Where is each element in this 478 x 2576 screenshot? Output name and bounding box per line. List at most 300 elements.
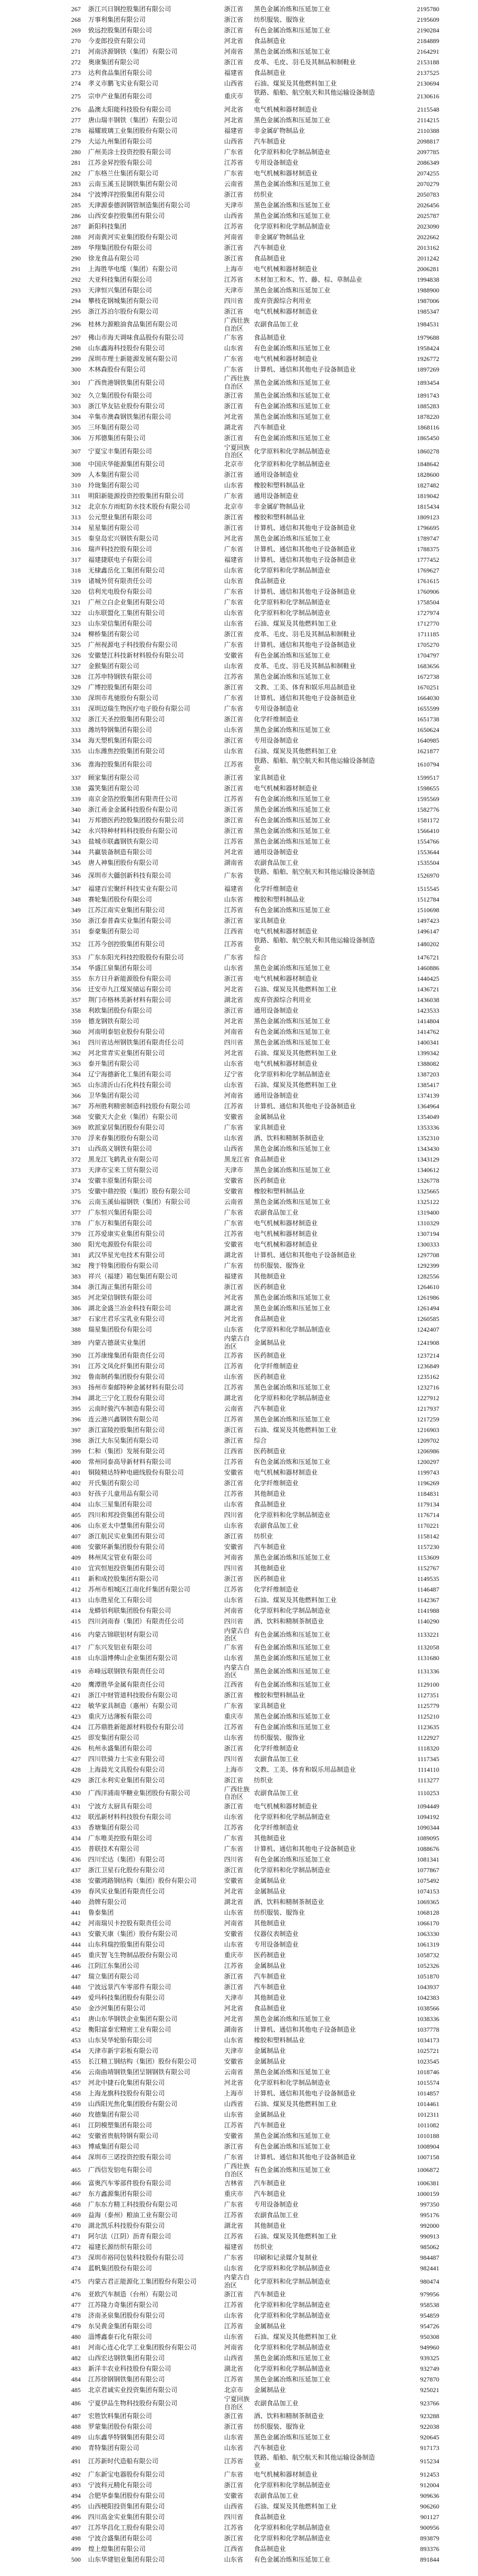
region-cell: 江苏省 xyxy=(224,158,244,166)
rank-cell: 300 xyxy=(71,366,81,374)
company-name-cell: 浙江兴日钢控股集团有限公司 xyxy=(88,5,172,13)
revenue-cell: 2025787 xyxy=(417,212,439,220)
company-name-cell: 深圳市大疆创新科技有限公司 xyxy=(88,872,172,880)
table-row xyxy=(71,2231,478,2242)
company-name-cell: 上海胜华电缆（集团）有限公司 xyxy=(88,265,178,273)
rank-cell: 302 xyxy=(71,392,81,400)
company-name-cell: 赛轮集团股份有限公司 xyxy=(88,895,152,903)
industry-cell: 化学纤维制造业 xyxy=(254,1823,299,1831)
region-cell: 四川省 xyxy=(224,1755,244,1763)
region-cell: 浙江省 xyxy=(224,26,244,34)
industry-cell: 计算机、通信和其他电子设备制造业 xyxy=(254,1251,356,1259)
table-row xyxy=(71,1500,478,1510)
region-cell: 安徽省 xyxy=(224,1876,244,1884)
rank-cell: 500 xyxy=(71,2555,81,2563)
revenue-cell: 2022662 xyxy=(417,233,439,241)
company-name-cell: 北京东方雨虹防水技术股份有限公司 xyxy=(88,503,191,511)
industry-cell: 石油、煤炭及其他燃料加工业 xyxy=(254,79,337,87)
region-cell: 山东省 xyxy=(224,2555,244,2563)
table-row xyxy=(71,640,478,651)
company-name-cell: 常州同泰高导新材料有限公司 xyxy=(88,1458,172,1466)
company-name-cell: 浙江苏泊尔股份有限公司 xyxy=(88,307,159,315)
company-name-cell: 大运九州集团有限公司 xyxy=(88,137,152,145)
region-cell: 四川省 xyxy=(224,297,244,305)
company-name-cell: 徐龙食品有限公司 xyxy=(88,254,140,262)
table-row xyxy=(71,1701,478,1711)
table-row xyxy=(71,2385,478,2395)
table-row xyxy=(71,2454,478,2469)
industry-cell: 化学原料和化学制品制造业 xyxy=(254,2365,331,2373)
rank-cell: 288 xyxy=(71,233,81,241)
industry-cell: 金属制品业 xyxy=(254,1887,286,1895)
region-cell: 江苏省 xyxy=(224,1490,244,1498)
rank-cell: 392 xyxy=(71,1373,81,1381)
table-row xyxy=(71,470,478,481)
region-cell: 山东省 xyxy=(224,1134,244,1142)
rank-cell: 362 xyxy=(71,1049,81,1057)
rank-cell: 326 xyxy=(71,652,81,660)
region-cell: 浙江省 xyxy=(224,1983,244,1991)
company-name-cell: 深圳市裕同包装科技股份有限公司 xyxy=(88,2253,184,2261)
table-row xyxy=(71,1907,478,1918)
revenue-cell: 1497423 xyxy=(417,916,439,924)
region-cell: 江苏省 xyxy=(224,275,244,283)
rank-cell: 359 xyxy=(71,1017,81,1025)
company-name-cell: 万邦德医药控股集团股份有限公司 xyxy=(88,816,184,824)
rank-cell: 452 xyxy=(71,2025,81,2033)
company-name-cell: 浙江甬金金属科技股份有限公司 xyxy=(88,805,178,813)
revenue-cell: 2006281 xyxy=(417,265,439,273)
region-cell: 江苏省 xyxy=(224,2322,244,2330)
table-row xyxy=(71,2045,478,2056)
company-name-cell: 广东新宝电器股份有限公司 xyxy=(88,2470,165,2478)
region-cell: 山东省 xyxy=(224,567,244,575)
revenue-cell: 1554766 xyxy=(417,837,439,845)
table-row xyxy=(71,1939,478,1950)
company-name-cell: 金猴集团有限公司 xyxy=(88,662,140,670)
company-name-cell: 亚欧汽车制造（台州）有限公司 xyxy=(88,2291,178,2299)
industry-cell: 黑色金属冶炼和压延加工业 xyxy=(254,2354,331,2362)
company-name-cell: 内蒙古锦联铝材有限公司 xyxy=(88,1630,159,1638)
industry-cell: 电气机械和器材制造业 xyxy=(254,2470,318,2478)
industry-cell: 金属制品业 xyxy=(254,2322,286,2330)
revenue-cell: 980474 xyxy=(420,2277,439,2285)
rank-cell: 428 xyxy=(71,1765,81,1773)
revenue-cell: 1051870 xyxy=(417,1972,439,1980)
company-name-cell: 山东胜星化工有限公司 xyxy=(88,1596,152,1604)
industry-cell: 化学原料和化学制品制造业 xyxy=(254,2312,331,2320)
revenue-cell: 1081341 xyxy=(417,1855,439,1863)
revenue-cell: 2137525 xyxy=(417,69,439,77)
revenue-cell: 1640985 xyxy=(417,737,439,745)
company-name-cell: 四川高金实业集团有限公司 xyxy=(88,2513,165,2521)
rank-cell: 299 xyxy=(71,355,81,363)
table-row xyxy=(71,1542,478,1553)
company-name-cell: 劲牌有限公司 xyxy=(88,1898,127,1906)
rank-cell: 367 xyxy=(71,1102,81,1110)
table-row xyxy=(71,1510,478,1521)
region-cell: 江苏省 xyxy=(224,1352,244,1360)
revenue-cell: 2115548 xyxy=(417,105,439,113)
revenue-cell: 1176714 xyxy=(417,1511,439,1519)
industry-cell: 化学原料和化学制品制造业 xyxy=(254,2481,331,2489)
region-cell: 广东省 xyxy=(224,334,244,342)
region-cell: 湖北省 xyxy=(224,2365,244,2373)
table-row xyxy=(71,1929,478,1939)
region-cell: 浙江省 xyxy=(224,773,244,781)
table-row xyxy=(71,2120,478,2131)
table-row xyxy=(71,1303,478,1314)
company-name-cell: 瑞声科技控股有限公司 xyxy=(88,545,152,553)
region-cell: 山西省 xyxy=(224,2502,244,2510)
company-name-cell: 山东淄博傅山企业集团有限公司 xyxy=(88,1654,178,1662)
table-row xyxy=(71,857,478,868)
region-cell: 山西省 xyxy=(224,137,244,145)
region-cell: 重庆市 xyxy=(224,2190,244,2198)
region-cell: 江苏省 xyxy=(224,837,244,845)
revenue-cell: 958538 xyxy=(420,2301,439,2309)
rank-cell: 447 xyxy=(71,1972,81,1980)
table-row xyxy=(71,534,478,544)
company-name-cell: 人本集团有限公司 xyxy=(88,471,140,479)
region-cell: 四川省 xyxy=(224,1564,244,1572)
table-row xyxy=(71,1468,478,1478)
rank-cell: 425 xyxy=(71,1733,81,1741)
company-name-cell: 重庆万达薄板有限公司 xyxy=(88,1712,152,1720)
rank-cell: 289 xyxy=(71,243,81,251)
revenue-cell: 1979688 xyxy=(417,334,439,342)
region-cell: 浙江省 xyxy=(224,1426,244,1434)
revenue-cell: 906260 xyxy=(420,2502,439,2510)
company-name-cell: 鲁泰集团 xyxy=(88,1908,114,1916)
revenue-cell: 1232716 xyxy=(417,1384,439,1392)
table-row xyxy=(71,401,478,412)
region-cell: 湖北省 xyxy=(224,424,244,432)
revenue-cell: 1152767 xyxy=(417,1564,439,1572)
rank-cell: 330 xyxy=(71,694,81,702)
region-cell: 安徽省 xyxy=(224,1188,244,1196)
region-cell: 浙江省 xyxy=(224,513,244,521)
region-cell: 江苏省 xyxy=(224,1102,244,1110)
company-name-cell: 浙江大东吴集团有限公司 xyxy=(88,1437,159,1445)
rank-cell: 348 xyxy=(71,895,81,903)
rank-cell: 418 xyxy=(71,1654,81,1662)
industry-cell: 黑色金属冶炼和压延加工业 xyxy=(254,1654,331,1662)
table-row xyxy=(71,1918,478,1929)
revenue-cell: 1860278 xyxy=(417,447,439,455)
rank-cell: 449 xyxy=(71,1993,81,2001)
region-cell: 浙江省 xyxy=(224,1575,244,1583)
company-name-cell: 安徽鸿路钢结构（集团）股份有限公司 xyxy=(88,1876,197,1884)
region-cell: 山东省 xyxy=(224,577,244,585)
revenue-cell: 1319400 xyxy=(417,1209,439,1217)
revenue-cell: 901127 xyxy=(420,2513,439,2521)
industry-cell: 纺织服装、服饰业 xyxy=(254,1908,305,1916)
revenue-cell: 1385417 xyxy=(417,1081,439,1089)
region-cell: 内蒙古自治区 xyxy=(224,1663,250,1679)
table-row xyxy=(71,306,478,317)
table-row xyxy=(71,523,478,534)
company-name-cell: 攀枝花钢城集团有限公司 xyxy=(88,297,159,305)
table-row xyxy=(71,1865,478,1875)
industry-cell: 黑色金属冶炼和压延加工业 xyxy=(254,2068,331,2076)
revenue-cell: 1014461 xyxy=(417,2100,439,2108)
revenue-cell: 1034173 xyxy=(417,2036,439,2044)
region-cell: 山东省 xyxy=(224,2036,244,2044)
rank-cell: 303 xyxy=(71,402,81,410)
region-cell: 江苏省 xyxy=(224,1586,244,1594)
table-row xyxy=(71,136,478,147)
region-cell: 广东省 xyxy=(224,2253,244,2261)
table-row xyxy=(71,1383,478,1393)
industry-cell: 电气机械和器材制造业 xyxy=(254,169,318,177)
region-cell: 云南省 xyxy=(224,1405,244,1413)
table-row xyxy=(71,343,478,353)
region-cell: 浙江省 xyxy=(224,434,244,442)
region-cell: 浙江省 xyxy=(224,1972,244,1980)
region-cell: 河北省 xyxy=(224,413,244,421)
industry-cell: 农副食品加工业 xyxy=(254,858,299,866)
revenue-cell: 1400341 xyxy=(417,1039,439,1047)
company-name-cell: 安徽环新集团股份有限公司 xyxy=(88,1543,165,1551)
rank-cell: 384 xyxy=(71,1283,81,1291)
rank-cell: 355 xyxy=(71,975,81,983)
table-row xyxy=(71,714,478,725)
table-row xyxy=(71,2131,478,2141)
rank-cell: 354 xyxy=(71,964,81,972)
region-cell: 山东省 xyxy=(224,1908,244,1916)
revenue-cell: 990913 xyxy=(420,2232,439,2240)
company-name-cell: 今麦郎投资有限公司 xyxy=(88,37,146,45)
rank-cell: 366 xyxy=(71,1092,81,1100)
rank-cell: 488 xyxy=(71,2423,81,2431)
table-row xyxy=(71,1361,478,1372)
industry-cell: 有色金属冶炼和压延加工业 xyxy=(254,906,331,914)
table-row xyxy=(71,2554,478,2565)
rank-cell: 472 xyxy=(71,2243,81,2251)
rank-cell: 477 xyxy=(71,2301,81,2309)
industry-cell: 电气机械和器材制造业 xyxy=(254,1241,318,1249)
industry-cell: 黑色金属冶炼和压延加工业 xyxy=(254,837,331,845)
region-cell: 广西壮族自治区 xyxy=(224,375,250,390)
company-name-cell: 春风实业集团有限责任公司 xyxy=(88,1887,165,1895)
industry-cell: 计算机、通信和其他电子设备制造业 xyxy=(254,588,356,596)
rank-cell: 403 xyxy=(71,1490,81,1498)
rank-cell: 337 xyxy=(71,773,81,781)
industry-cell: 汽车制造业 xyxy=(254,1543,286,1551)
region-cell: 山东省 xyxy=(224,1326,244,1334)
rank-cell: 417 xyxy=(71,1644,81,1652)
industry-cell: 黑色金属冶炼和压延加工业 xyxy=(254,1554,331,1562)
rank-cell: 440 xyxy=(71,1898,81,1906)
region-cell: 北京市 xyxy=(224,503,244,511)
table-row xyxy=(71,629,478,640)
revenue-cell: 1352310 xyxy=(417,1134,439,1142)
revenue-cell: 954726 xyxy=(420,2322,439,2330)
region-cell: 浙江省 xyxy=(224,684,244,692)
region-cell: 浙江省 xyxy=(224,15,244,23)
region-cell: 浙江省 xyxy=(224,5,244,13)
region-cell: 广东省 xyxy=(224,545,244,553)
table-row xyxy=(71,783,478,794)
region-cell: 天津市 xyxy=(224,1993,244,2001)
industry-cell: 黑色金属冶炼和压延加工业 xyxy=(254,964,331,972)
rank-cell: 478 xyxy=(71,2312,81,2320)
revenue-cell: 2013162 xyxy=(417,243,439,251)
company-name-cell: 卫华集团有限公司 xyxy=(88,1092,140,1100)
company-name-cell: 宁波博洋控股集团有限公司 xyxy=(88,190,165,198)
industry-cell: 废弃资源综合利用业 xyxy=(254,996,312,1004)
table-row xyxy=(71,1282,478,1292)
industry-cell: 非金属矿物制品业 xyxy=(254,233,305,241)
revenue-cell: 1758504 xyxy=(417,599,439,607)
region-cell: 河南省 xyxy=(224,1028,244,1036)
region-cell: 浙江省 xyxy=(224,1776,244,1784)
rank-cell: 482 xyxy=(71,2354,81,2362)
company-name-cell: 佛山市海天调味食品股份有限公司 xyxy=(88,334,184,342)
revenue-cell: 1052326 xyxy=(417,1962,439,1969)
region-cell: 湖北省 xyxy=(224,996,244,1004)
company-name-cell: 东方鑫源集团有限公司 xyxy=(88,2190,152,2198)
rank-cell: 351 xyxy=(71,927,81,935)
revenue-cell: 1878220 xyxy=(417,413,439,421)
company-name-cell: 龙蟒佰利联集团股份有限公司 xyxy=(88,1607,172,1615)
industry-cell: 化学原料和化学制品制造业 xyxy=(254,599,331,607)
industry-cell: 黑色金属冶炼和压延加工业 xyxy=(254,47,331,55)
industry-cell: 铁路、船舶、航空航天和其他运输设备制造业 xyxy=(254,89,375,104)
table-row xyxy=(71,1324,478,1335)
table-row xyxy=(71,1653,478,1664)
revenue-cell: 2070279 xyxy=(417,180,439,188)
rank-cell: 297 xyxy=(71,334,81,342)
region-cell: 河南省 xyxy=(224,1919,244,1927)
table-row xyxy=(71,1069,478,1080)
region-cell: 江苏省 xyxy=(224,795,244,803)
company-name-cell: 山东清沂山石化科技有限公司 xyxy=(88,1081,172,1089)
industry-cell: 化学原料和化学制品制造业 xyxy=(254,1394,331,1402)
rank-cell: 376 xyxy=(71,1198,81,1206)
table-row xyxy=(71,375,478,390)
table-row xyxy=(71,78,478,89)
revenue-cell: 912004 xyxy=(420,2481,439,2489)
revenue-cell: 1094449 xyxy=(417,1802,439,1810)
region-cell: 浙江省 xyxy=(224,58,244,66)
revenue-cell: 1038566 xyxy=(417,2004,439,2012)
region-cell: 山东省 xyxy=(224,1501,244,1509)
company-name-cell: 露笑集团有限公司 xyxy=(88,784,140,792)
rank-cell: 357 xyxy=(71,996,81,1004)
table-row xyxy=(71,736,478,746)
rank-cell: 332 xyxy=(71,715,81,723)
region-cell: 上海市 xyxy=(224,1765,244,1773)
revenue-cell: 1300333 xyxy=(417,1241,439,1249)
revenue-cell: 1157230 xyxy=(417,1543,439,1551)
industry-cell: 有色金属冶炼和压延加工业 xyxy=(254,1630,331,1638)
company-name-cell: 湖北金盛兰冶金科技有限公司 xyxy=(88,1304,172,1312)
industry-cell: 石油、煤炭及其他燃料加工业 xyxy=(254,620,337,628)
rank-cell: 406 xyxy=(71,1522,81,1530)
rank-cell: 378 xyxy=(71,1219,81,1227)
rank-cell: 401 xyxy=(71,1469,81,1477)
table-row xyxy=(71,89,478,104)
rank-cell: 437 xyxy=(71,1866,81,1874)
industry-cell: 纺织业 xyxy=(254,2243,274,2251)
revenue-cell: 1460886 xyxy=(417,964,439,972)
table-row xyxy=(71,952,478,963)
rank-cell: 344 xyxy=(71,848,81,856)
table-row xyxy=(71,2544,478,2554)
company-name-cell: 福建百宏聚纤科技实业有限公司 xyxy=(88,885,178,893)
industry-cell: 废弃资源综合利用业 xyxy=(254,297,312,305)
revenue-cell: 1364964 xyxy=(417,1102,439,1110)
rank-cell: 479 xyxy=(71,2322,81,2330)
region-cell: 山东省 xyxy=(224,1081,244,1089)
table-row xyxy=(71,296,478,306)
industry-cell: 医药制造业 xyxy=(254,1177,286,1185)
table-row xyxy=(71,25,478,36)
table-row xyxy=(71,772,478,783)
revenue-cell: 1114110 xyxy=(417,1765,439,1773)
table-row xyxy=(71,232,478,242)
revenue-cell: 979956 xyxy=(420,2291,439,2299)
region-cell: 浙江省 xyxy=(224,524,244,532)
revenue-cell: 1310329 xyxy=(417,1219,439,1227)
region-cell: 云南省 xyxy=(224,180,244,188)
revenue-cell: 1891743 xyxy=(417,392,439,400)
industry-cell: 其他制造业 xyxy=(254,1834,286,1842)
company-name-cell: 玫德集团有限公司 xyxy=(88,2110,140,2118)
table-row xyxy=(71,2432,478,2443)
table-row xyxy=(71,68,478,78)
industry-cell: 金属制品业 xyxy=(254,1113,286,1121)
industry-cell: 有色金属冶炼和压延加工业 xyxy=(254,652,331,660)
region-cell: 四川省 xyxy=(224,2513,244,2521)
rank-cell: 318 xyxy=(71,567,81,575)
industry-cell: 有色金属冶炼和压延加工业 xyxy=(254,402,331,410)
rank-cell: 268 xyxy=(71,15,81,23)
company-name-cell: 罗蒙集团股份有限公司 xyxy=(88,2423,152,2431)
company-name-cell: 辛集市澳森钢铁集团有限公司 xyxy=(88,413,172,421)
revenue-cell: 1399342 xyxy=(417,1049,439,1057)
industry-cell: 纺织服装、服饰业 xyxy=(254,1733,305,1741)
company-name-cell: 广州视源电子科技股份有限公司 xyxy=(88,641,178,649)
industry-cell: 专用设备制造业 xyxy=(254,737,299,745)
industry-cell: 化学原料和化学制品制造业 xyxy=(254,2078,331,2086)
table-row xyxy=(71,481,478,491)
company-name-cell: 宁夏宝丰集团有限公司 xyxy=(88,447,152,455)
company-name-cell: 北京君诚实业投资集团有限公司 xyxy=(88,2386,178,2394)
revenue-cell: 1705270 xyxy=(417,641,439,649)
table-row xyxy=(71,1950,478,1960)
rank-cell: 307 xyxy=(71,447,81,455)
table-row xyxy=(71,1982,478,1992)
table-row xyxy=(71,391,478,401)
rank-cell: 398 xyxy=(71,1437,81,1445)
industry-cell: 纺织业 xyxy=(254,1776,274,1784)
region-cell: 内蒙古自治区 xyxy=(224,1627,250,1643)
rank-cell: 454 xyxy=(71,2047,81,2055)
region-cell: 安徽省 xyxy=(224,1543,244,1551)
region-cell: 安徽省 xyxy=(224,2132,244,2140)
table-row xyxy=(71,1711,478,1722)
rank-cell: 331 xyxy=(71,705,81,713)
table-row xyxy=(71,619,478,629)
rank-cell: 434 xyxy=(71,1834,81,1842)
region-cell: 河北省 xyxy=(224,116,244,124)
company-name-cell: 四川省达州钢铁集团有限责任公司 xyxy=(88,1039,184,1047)
industry-cell: 农副食品加工业 xyxy=(254,1789,299,1797)
industry-cell: 金属制品业 xyxy=(254,2057,286,2065)
